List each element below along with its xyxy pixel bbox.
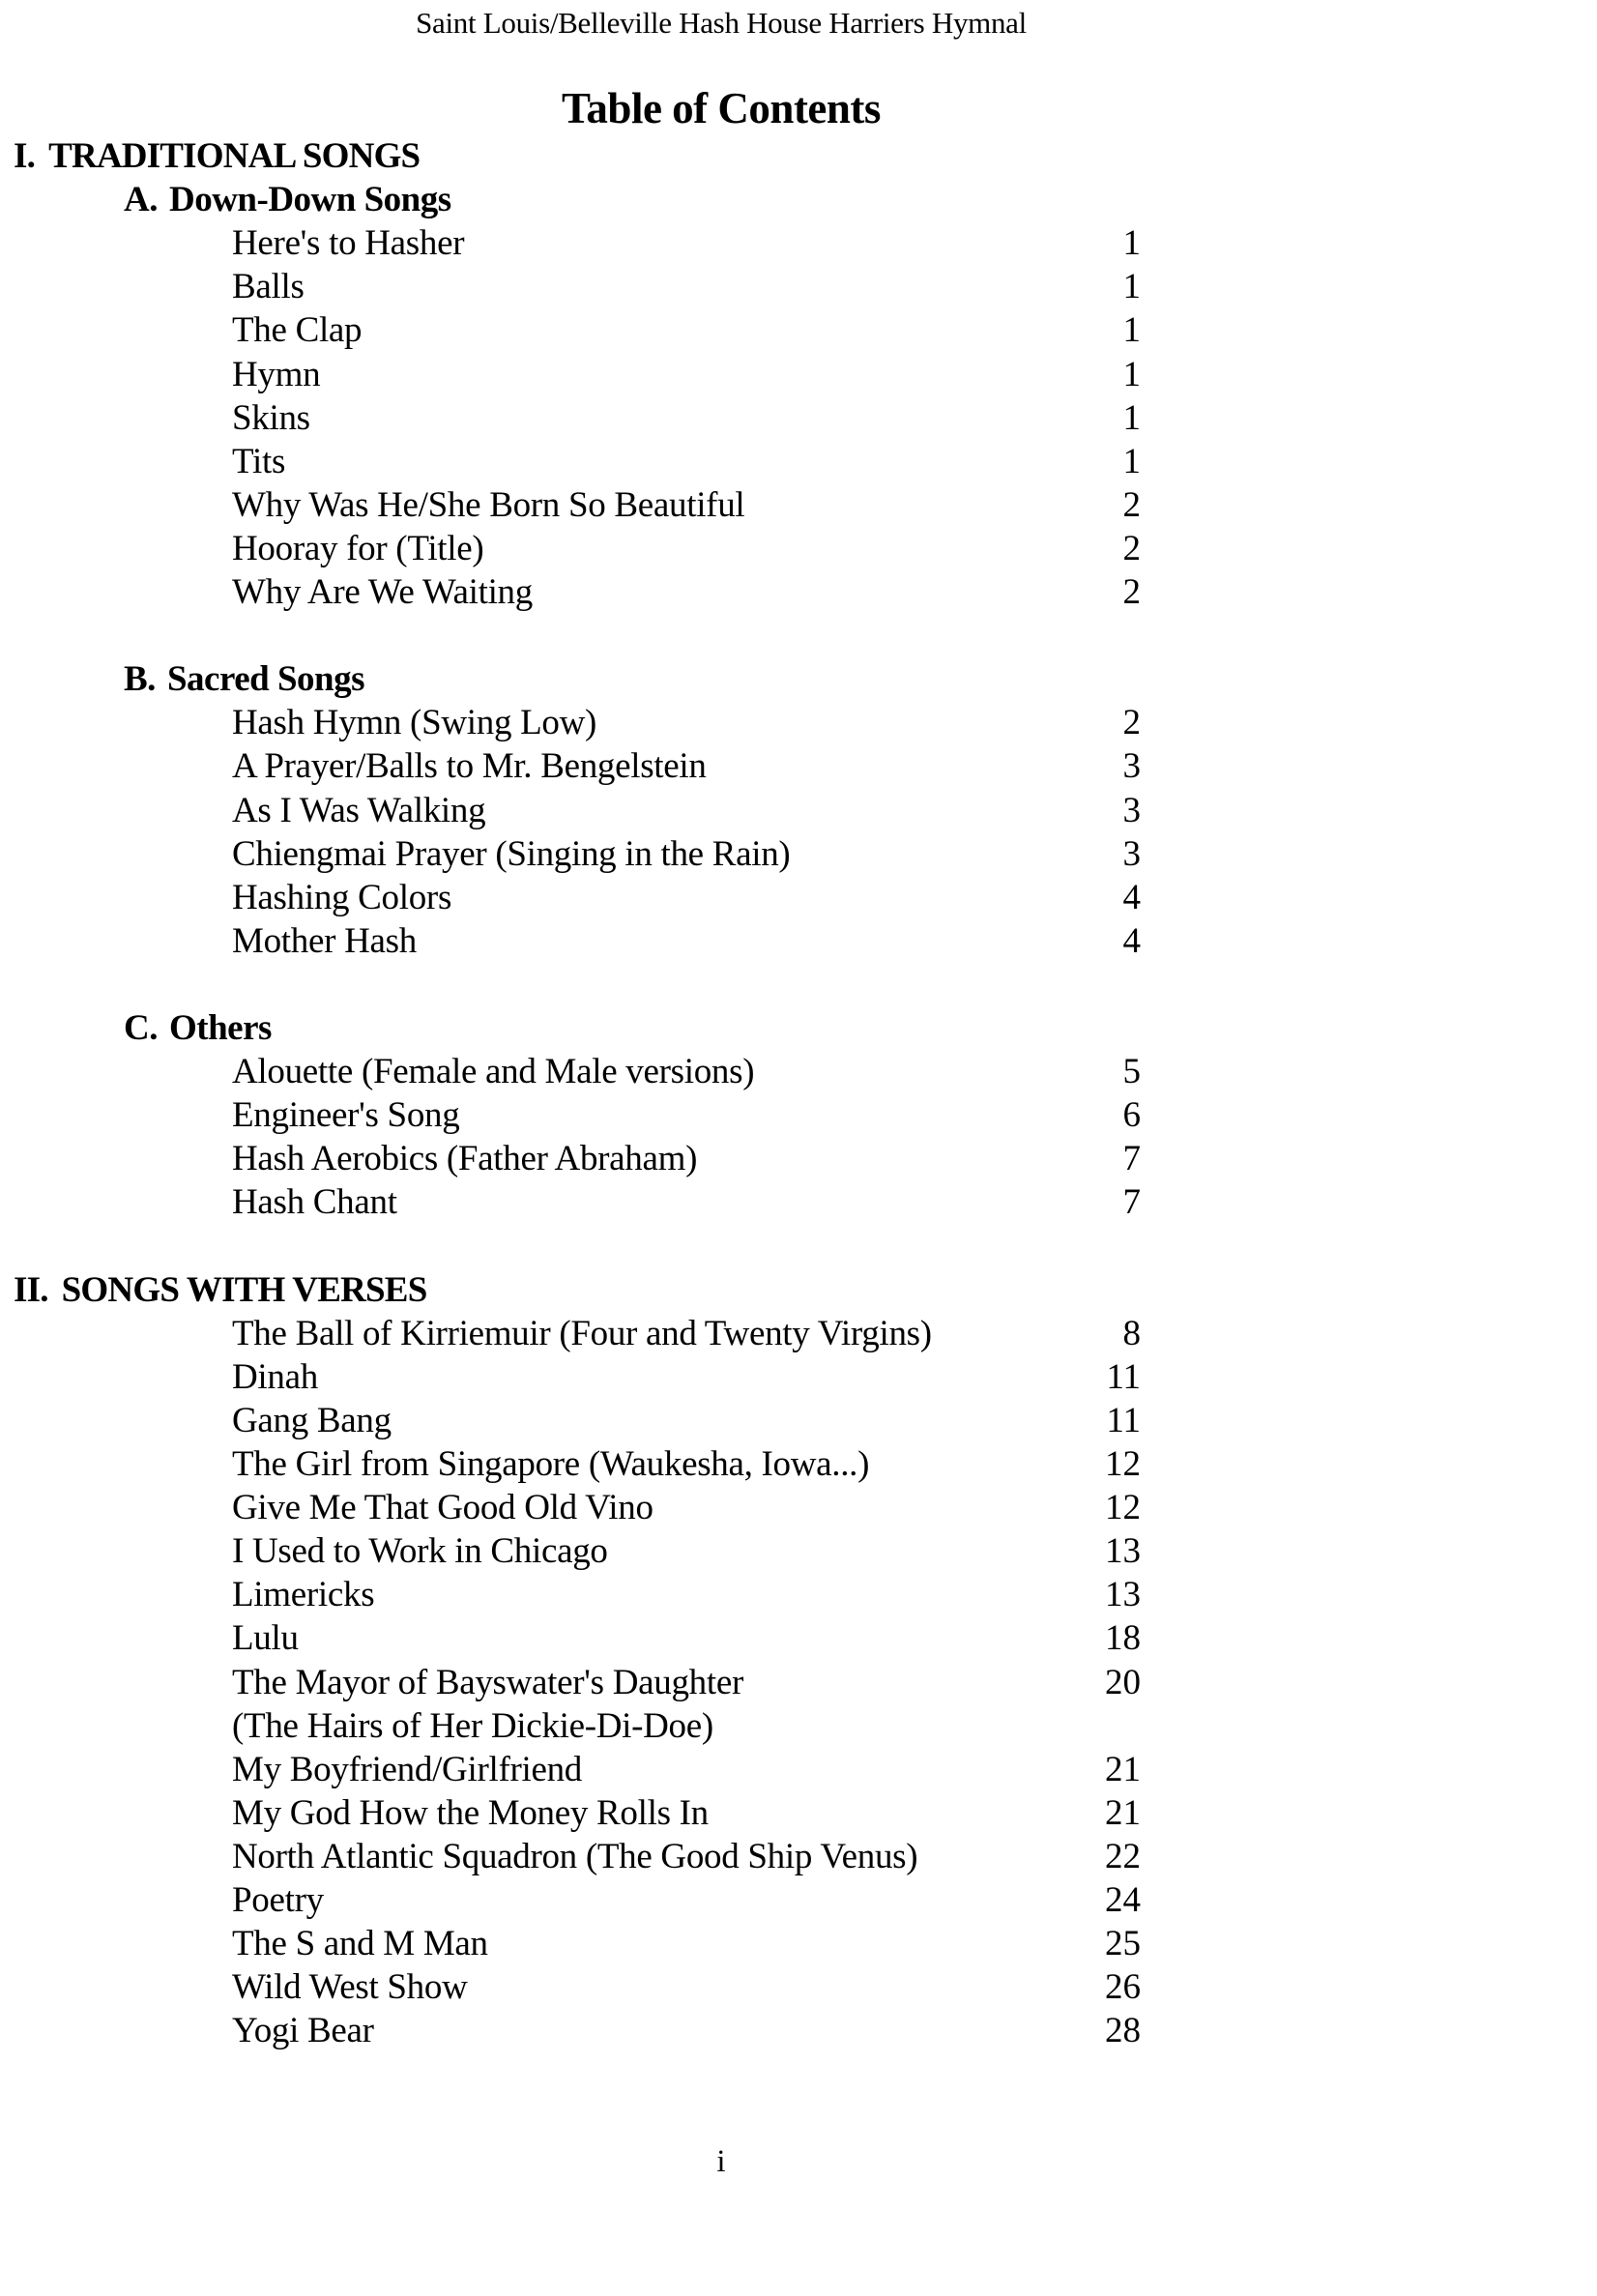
toc-entry (232, 1443, 1141, 1487)
toc-entry (232, 1400, 1141, 1443)
entry-page-number: 26 (1105, 1967, 1141, 2008)
entry-page-number: 2 (1122, 572, 1141, 612)
entry-page-number: 2 (1122, 703, 1141, 743)
entry-title: Engineer's Song (232, 1095, 460, 1136)
section-letter: B. (124, 659, 156, 700)
entry-page-number: 7 (1122, 1182, 1141, 1223)
entry-title: Dinah (232, 1356, 318, 1397)
toc-entry (232, 1705, 1141, 1749)
section-heading (124, 1007, 272, 1049)
entry-title: Poetry (232, 1880, 324, 1920)
toc-entry (232, 571, 1141, 615)
entry-title: As I Was Walking (232, 790, 486, 830)
entry-title: Hooray for (Title) (232, 528, 484, 568)
entry-title: Chiengmai Prayer (Singing in the Rain) (232, 833, 791, 874)
part-numeral: II. (14, 1269, 48, 1310)
entry-page-number: 25 (1105, 1924, 1141, 1964)
entry-title: North Atlantic Squadron (The Good Ship Venus) (232, 1836, 918, 1876)
running-header: Saint Louis/Belleville Hash House Harriers Hymnal (416, 6, 1027, 40)
entry-page-number: 5 (1122, 1052, 1141, 1092)
entry-page-number: 24 (1105, 1880, 1141, 1920)
entry-page-number: 8 (1122, 1313, 1141, 1353)
entry-title: The Clap (232, 310, 363, 351)
toc-entry (232, 397, 1141, 441)
entry-page-number: 11 (1106, 1356, 1141, 1397)
page-number: i (716, 2144, 726, 2179)
toc-entry (232, 1662, 1141, 1705)
section-heading (124, 179, 451, 220)
toc-entry (232, 790, 1141, 833)
part-label: TRADITIONAL SONGS (48, 136, 421, 176)
toc-entry (232, 266, 1141, 309)
toc-entry (232, 1356, 1141, 1400)
entry-title: Why Was He/She Born So Beautiful (232, 484, 745, 525)
entry-page-number: 7 (1122, 1139, 1141, 1179)
entry-title: Gang Bang (232, 1400, 392, 1440)
entry-title: Lulu (232, 1618, 299, 1659)
entry-title: Mother Hash (232, 920, 417, 961)
section-letter: C. (124, 1008, 158, 1048)
entry-title: Hash Aerobics (Father Abraham) (232, 1139, 698, 1179)
entry-title: The Girl from Singapore (Waukesha, Iowa...) (232, 1444, 870, 1484)
toc-entry (232, 1617, 1141, 1661)
entry-page-number: 21 (1105, 1792, 1141, 1833)
entry-page-number: 1 (1122, 267, 1141, 307)
section-label: Sacred Songs (166, 659, 364, 700)
entry-page-number: 11 (1106, 1400, 1141, 1440)
entry-title: My God How the Money Rolls In (232, 1792, 709, 1833)
toc-entry (232, 1966, 1141, 2010)
entry-page-number: 28 (1105, 2011, 1141, 2051)
entry-title: Give Me That Good Old Vino (232, 1488, 653, 1528)
toc-entry (232, 1749, 1141, 1792)
entry-title: Tits (232, 441, 286, 481)
toc-entry (232, 222, 1141, 266)
entry-page-number: 3 (1122, 790, 1141, 830)
entry-page-number: 4 (1122, 920, 1141, 961)
toc-entry (232, 1313, 1141, 1356)
toc-entry (232, 833, 1141, 877)
toc-entry (232, 920, 1141, 964)
entry-title: The Mayor of Bayswater's Daughter (232, 1662, 743, 1702)
entry-page-number: 4 (1122, 877, 1141, 917)
entry-page-number: 21 (1105, 1749, 1141, 1789)
entry-page-number: 1 (1122, 441, 1141, 481)
entry-page-number: 1 (1122, 397, 1141, 438)
entry-page-number: 12 (1105, 1488, 1141, 1528)
entry-page-number: 13 (1105, 1575, 1141, 1615)
entry-title: Hash Chant (232, 1182, 397, 1223)
part-heading (14, 135, 420, 177)
entry-page-number: 3 (1122, 833, 1141, 874)
entry-title: Hashing Colors (232, 877, 452, 917)
entry-page-number: 1 (1122, 223, 1141, 264)
toc-entry (232, 2010, 1141, 2053)
entry-page-number: 3 (1122, 746, 1141, 787)
entry-title: Hash Hymn (Swing Low) (232, 703, 597, 743)
entry-title: Here's to Hasher (232, 223, 465, 264)
toc-entry (232, 1574, 1141, 1617)
entry-title: Yogi Bear (232, 2011, 374, 2051)
toc-entry (232, 1487, 1141, 1530)
entry-title: Balls (232, 267, 305, 307)
part-heading (14, 1269, 426, 1311)
entry-title: (The Hairs of Her Dickie-Di-Doe) (232, 1705, 713, 1746)
entry-title: Wild West Show (232, 1967, 468, 2008)
toc-entry (232, 484, 1141, 528)
toc-entry (232, 309, 1141, 353)
toc-entry (232, 1051, 1141, 1094)
entry-title: Limericks (232, 1575, 375, 1615)
entry-title: Why Are We Waiting (232, 572, 533, 612)
toc-entry (232, 1138, 1141, 1181)
toc-entry (232, 528, 1141, 571)
toc-entry (232, 1094, 1141, 1138)
entry-page-number: 13 (1105, 1531, 1141, 1572)
entry-title: My Boyfriend/Girlfriend (232, 1749, 582, 1789)
toc-entry (232, 877, 1141, 920)
entry-title: Alouette (Female and Male versions) (232, 1052, 755, 1092)
entry-title: Hymn (232, 354, 321, 394)
toc-entry (232, 1181, 1141, 1225)
entry-page-number: 22 (1105, 1836, 1141, 1876)
toc-entry (232, 1923, 1141, 1966)
section-label: Others (168, 1008, 272, 1048)
toc-entry (232, 1836, 1141, 1879)
toc-entry (232, 354, 1141, 397)
toc-entry (232, 1530, 1141, 1574)
entry-page-number: 1 (1122, 310, 1141, 351)
entry-title: The S and M Man (232, 1924, 488, 1964)
entry-page-number: 20 (1105, 1662, 1141, 1702)
toc-entry (232, 745, 1141, 789)
page-title: Table of Contents (562, 84, 881, 132)
toc-entry (232, 441, 1141, 484)
entry-page-number: 18 (1105, 1618, 1141, 1659)
entry-title: Skins (232, 397, 310, 438)
section-label: Down-Down Songs (168, 180, 451, 220)
toc-entry (232, 702, 1141, 745)
entry-page-number: 2 (1122, 484, 1141, 525)
entry-title: A Prayer/Balls to Mr. Bengelstein (232, 746, 707, 787)
entry-page-number: 12 (1105, 1444, 1141, 1484)
toc-entry (232, 1792, 1141, 1836)
part-label: SONGS WITH VERSES (61, 1269, 427, 1310)
entry-title: The Ball of Kirriemuir (Four and Twenty Virgins) (232, 1313, 932, 1353)
entry-page-number: 2 (1122, 528, 1141, 568)
part-numeral: I. (14, 136, 36, 176)
section-letter: A. (124, 180, 158, 220)
section-heading (124, 658, 364, 700)
entry-page-number: 6 (1122, 1095, 1141, 1136)
toc-entry (232, 1879, 1141, 1923)
entry-title: I Used to Work in Chicago (232, 1531, 608, 1572)
entry-page-number: 1 (1122, 354, 1141, 394)
